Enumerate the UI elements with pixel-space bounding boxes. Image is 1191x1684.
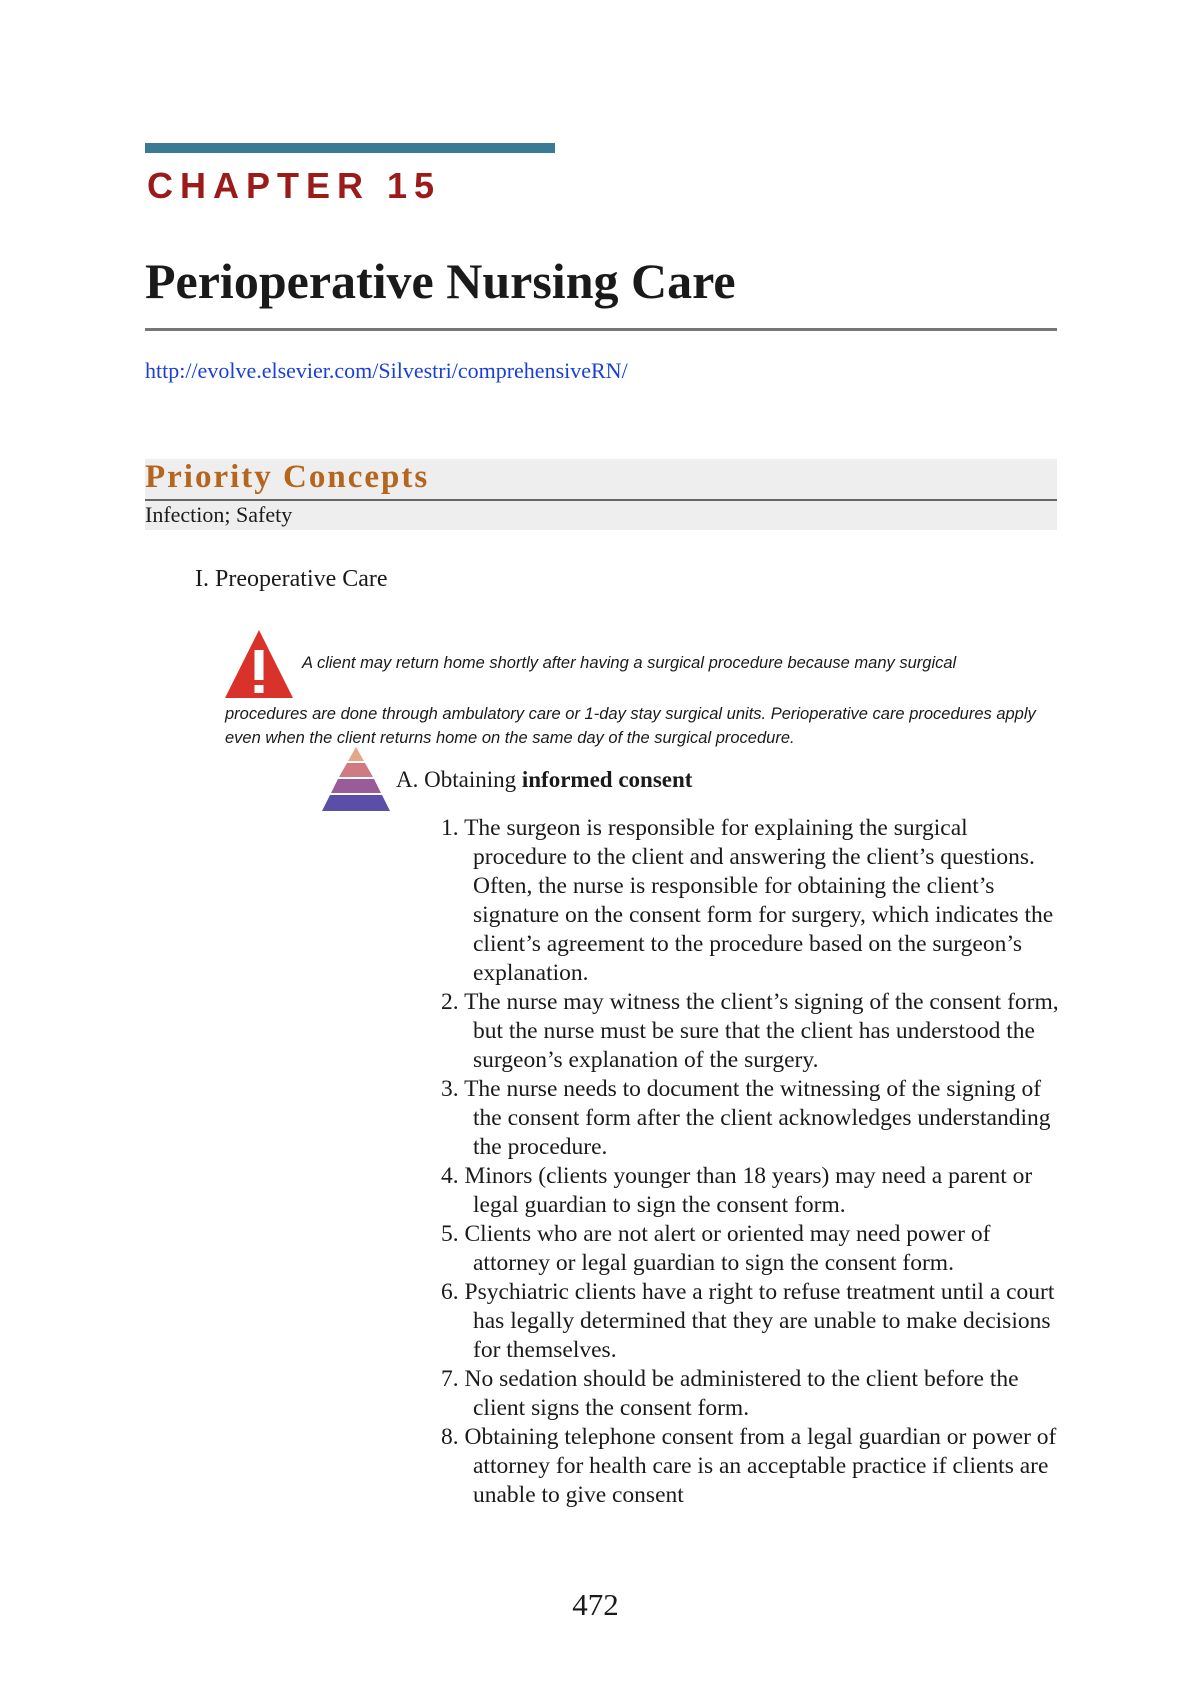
list-item: 6. Psychiatric clients have a right to refuse treatment until a court has legally determined that they are unable to make decisions for themselves. — [441, 1279, 1055, 1363]
list-item: 2. The nurse may witness the client’s signing of the consent form, but the nurse must be sure that the client has understood the surgeon’s explanation of the surgery. — [441, 989, 1059, 1073]
priority-concepts-text: Infection; Safety — [145, 502, 293, 527]
list-item: 3. The nurse needs to document the witnessing of the signing of the consent form after the client acknowledges understanding the procedure. — [441, 1076, 1051, 1160]
priority-concepts-heading: Priority Concepts — [145, 459, 430, 495]
section-heading: I. Preoperative Care — [195, 566, 388, 592]
priority-concepts-box — [145, 459, 1057, 530]
consent-list — [441, 814, 1066, 1510]
list-item: 7. No sedation should be administered to the client before the client signs the consent form. — [441, 1366, 1019, 1421]
page-number: 472 — [572, 1587, 619, 1622]
list-item: 4. Minors (clients younger than 18 years) may need a parent or legal guardian to sign the consent form. — [441, 1163, 1033, 1218]
alert-text-rest: procedures are done through ambulatory care or 1-day stay surgical units. Perioperative care procedures apply even when the client returns home on the same day of the surgical procedure. — [225, 705, 1036, 747]
chapter-accent-bar — [145, 143, 555, 153]
chapter-title: Perioperative Nursing Care — [145, 253, 736, 309]
subsection-heading — [396, 767, 692, 793]
priority-concepts-divider — [145, 499, 1057, 501]
pyramid-icon — [315, 745, 397, 817]
list-item: 1. The surgeon is responsible for explaining the surgical procedure to the client and answering the client’s questions. Often, the nurse is responsible for obtaining the client’s signature on the consent form for surgery, which indicates the client’s agreement to the procedure based on the surgeon’s explanation. — [441, 815, 1054, 986]
chapter-label: CHAPTER 15 — [147, 165, 442, 206]
title-divider — [145, 328, 1057, 331]
list-item: 5. Clients who are not alert or oriented may need power of attorney or legal guardian to sign the consent form. — [441, 1221, 991, 1276]
subsection-prefix: A. Obtaining — [396, 767, 522, 792]
evolve-link[interactable]: http://evolve.elsevier.com/Silvestri/comprehensiveRN/ — [145, 358, 628, 383]
list-item: 8. Obtaining telephone consent from a legal guardian or power of attorney for health care is an acceptable practice if clients are unable to give consent — [441, 1424, 1057, 1508]
alert-text-line1: A client may return home shortly after having a surgical procedure because many surgical — [302, 654, 957, 672]
subsection-bold: informed consent — [521, 767, 693, 792]
warning-triangle-icon — [223, 628, 295, 700]
